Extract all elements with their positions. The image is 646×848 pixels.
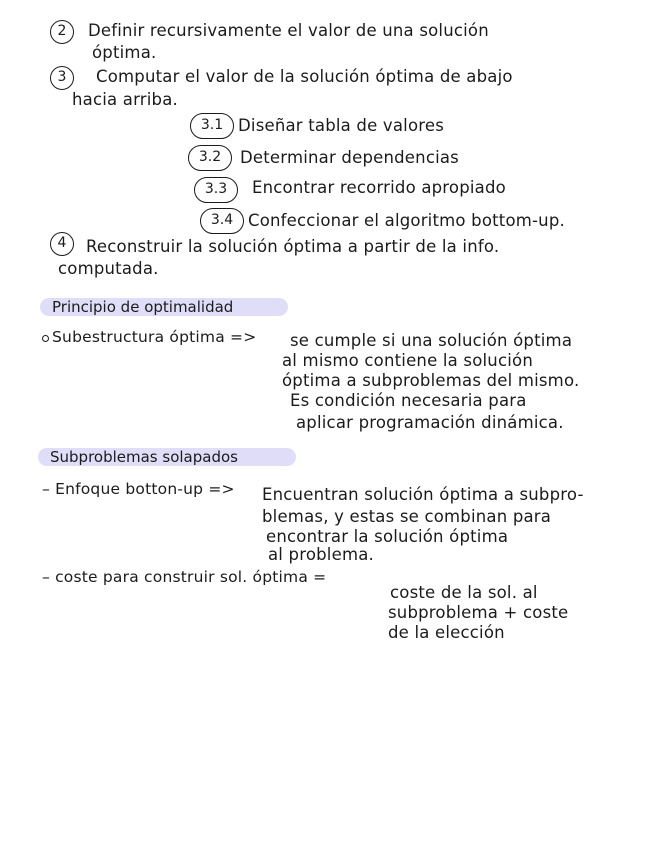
enfoque-line-2: blemas, y estas se combinan para — [262, 507, 552, 526]
step-3-number: 3 — [50, 66, 74, 90]
principio-heading: Principio de optimalidad — [52, 298, 234, 316]
bullet-dot — [42, 335, 49, 342]
substep-3-3-number: 3.3 — [194, 177, 238, 203]
principio-line-4: Es condición necesaria para — [290, 391, 527, 410]
principio-line-5: aplicar programación dinámica. — [296, 413, 564, 432]
step-4-line-2: computada. — [58, 259, 159, 278]
principio-line-2: al mismo contiene la solución — [282, 351, 533, 370]
enfoque-line-4: al problema. — [268, 545, 374, 564]
solapados-heading: Subproblemas solapados — [50, 448, 238, 466]
enfoque-line-3: encontrar la solución óptima — [266, 527, 509, 546]
principio-line-3: óptima a subproblemas del mismo. — [282, 371, 580, 390]
step-4-number: 4 — [50, 232, 74, 256]
substep-3-1-number: 3.1 — [190, 113, 234, 139]
substep-3-2-text: Determinar dependencias — [240, 148, 459, 167]
step-3-line-2: hacia arriba. — [72, 90, 178, 109]
coste-line-1: coste de la sol. al — [390, 583, 538, 602]
coste-line-3: de la elección — [388, 623, 505, 642]
step-2-line-1: Definir recursivamente el valor de una solución — [88, 21, 489, 40]
enfoque-line-1: Encuentran solución óptima a subpro- — [262, 485, 584, 504]
coste-term: – coste para construir sol. óptima = — [42, 568, 327, 586]
coste-line-2: subproblema + coste — [388, 603, 569, 622]
subestructura-term: Subestructura óptima => — [52, 328, 257, 346]
substep-3-3-text: Encontrar recorrido apropiado — [252, 178, 506, 197]
substep-3-4-text: Confeccionar el algoritmo bottom-up. — [248, 211, 565, 230]
enfoque-term: – Enfoque botton-up => — [42, 480, 235, 498]
substep-3-4-number: 3.4 — [200, 208, 244, 234]
step-2-line-2: óptima. — [92, 43, 157, 62]
substep-3-2-number: 3.2 — [188, 145, 232, 171]
substep-3-1-text: Diseñar tabla de valores — [238, 116, 445, 135]
step-3-line-1: Computar el valor de la solución óptima de abajo — [96, 67, 513, 86]
step-4-line-1: Reconstruir la solución óptima a partir de la info. — [86, 237, 500, 256]
step-2-number: 2 — [50, 20, 74, 44]
principio-line-1: se cumple si una solución óptima — [290, 331, 573, 350]
